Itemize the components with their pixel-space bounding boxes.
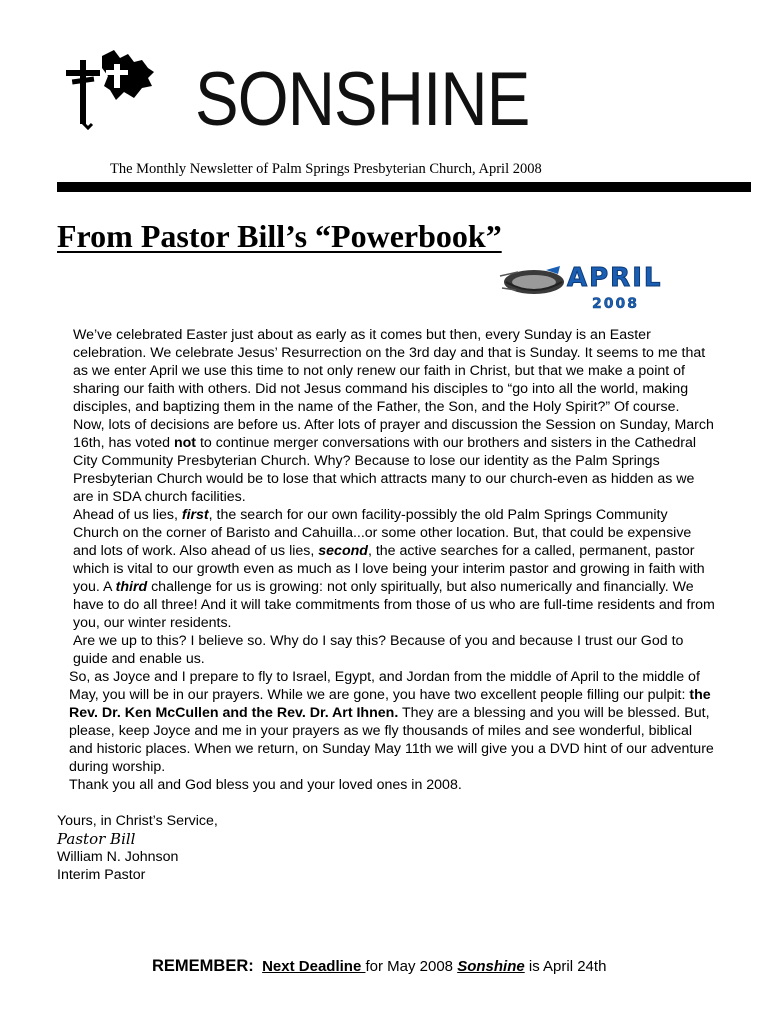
deadline-date: is April 24th xyxy=(524,958,607,975)
paragraph-decisions xyxy=(57,416,717,506)
p2-text-c: to continue merger conversations with our brothers and sisters in the Cathedral City Community Presbyterian Church. Why? Because to lose our identity as the Palm Springs Presbyterian Church would be to lose that which attracts many to our church-even as hidden as we are in SDA church facilities. xyxy=(73,435,697,505)
paragraph-ahead xyxy=(57,506,717,632)
masthead-subtitle: The Monthly Newsletter of Palm Springs Presbyterian Church, April 2008 xyxy=(110,161,542,177)
paragraph-thanks: Thank you all and God bless you and your loved ones in 2008. xyxy=(69,777,462,793)
p5-text-a: So, as Joyce and I prepare to fly to Israel, Egypt, and Jordan from the middle of April to the middle of May, you will be in our prayers. While we are gone, you have two excellent people filling our pulpit: xyxy=(69,669,700,703)
remember-label: REMEMBER: xyxy=(152,957,254,975)
next-deadline-label: Next Deadline xyxy=(262,958,366,975)
author-name: William N. Johnson xyxy=(57,849,179,865)
deadline-reminder xyxy=(152,957,606,976)
p3-text-e: , the active searches for a called, permanent, pastor which is vital to our growth even as much as I love being your interim pastor and growing in faith with you. A xyxy=(73,543,705,595)
article-title: From Pastor Bill’s “Powerbook” xyxy=(57,218,502,254)
deadline-middle: for May 2008 xyxy=(365,958,458,975)
paragraph-easter: We’ve celebrated Easter just about as early as it comes but then, every Sunday is an Easter celebration. We celebrate Jesus’ Resurrection on the 3rd day and that is Sunday. It seems to me that as we enter April we use this time to not only renew our faith in Christ, but that we make a point of sharing our faith with others. Did not Jesus command his disciples to “go into all the world, making disciples, and baptizing them in the name of the Father, the Son, and the Holy Spirit?” Of course. xyxy=(73,327,706,415)
p5-guest-pastors: the Rev. Dr. Ken McCullen and the Rev. Dr. Art Ihnen. xyxy=(69,687,711,721)
pastor-signature: Pastor Bill xyxy=(57,830,136,848)
closing-line: Yours, in Christ’s Service, xyxy=(57,813,218,829)
sonshine-name: Sonshine xyxy=(457,958,525,975)
author-role: Interim Pastor xyxy=(57,867,146,883)
p2-emphasis-not: not xyxy=(173,435,197,451)
p3-emphasis-third: third xyxy=(115,579,148,595)
p3-text-c: , the search for our own facility-possibly the old Palm Springs Community Church on the corner of Baristo and Cahuilla...or some other location. But, that could be expensive and lots of work. Also ahead of us lies, xyxy=(73,507,692,559)
paragraph-up-to-this: Are we up to this? I believe so. Why do I say this? Because of you and because I trust our God to guide and enable us. xyxy=(73,633,684,667)
p5-text-c: They are a blessing and you will be blessed. But, please, keep Joyce and me in your prayers as we fly thousands of miles and see wonderful, biblical and historic places. When we return, on Sunday May 11th we will give you a DVD hint of our adventure during worship. xyxy=(69,705,714,775)
p3-text-g: challenge for us is growing: not only spiritually, but also numerically and financially. We have to do all three! And it will take commitments from those of us who are full-time residents and from you, our winter residents. xyxy=(73,579,715,631)
article-body xyxy=(57,326,717,884)
paragraph-travel xyxy=(57,668,717,776)
april-graphic-word: APRIL xyxy=(567,263,663,293)
masthead-title: SONSHINE xyxy=(195,57,530,142)
p3-text-a: Ahead of us lies, xyxy=(73,507,182,523)
p2-text-a: Now, lots of decisions are before us. After lots of prayer and discussion the Session on Sunday, March 16th, has voted xyxy=(73,417,714,451)
april-graphic-year: 2008 xyxy=(592,296,639,312)
p3-emphasis-first: first xyxy=(181,507,209,523)
cross-logo-icon xyxy=(62,48,158,134)
p3-emphasis-second: second xyxy=(318,543,368,559)
masthead-divider xyxy=(57,182,751,192)
